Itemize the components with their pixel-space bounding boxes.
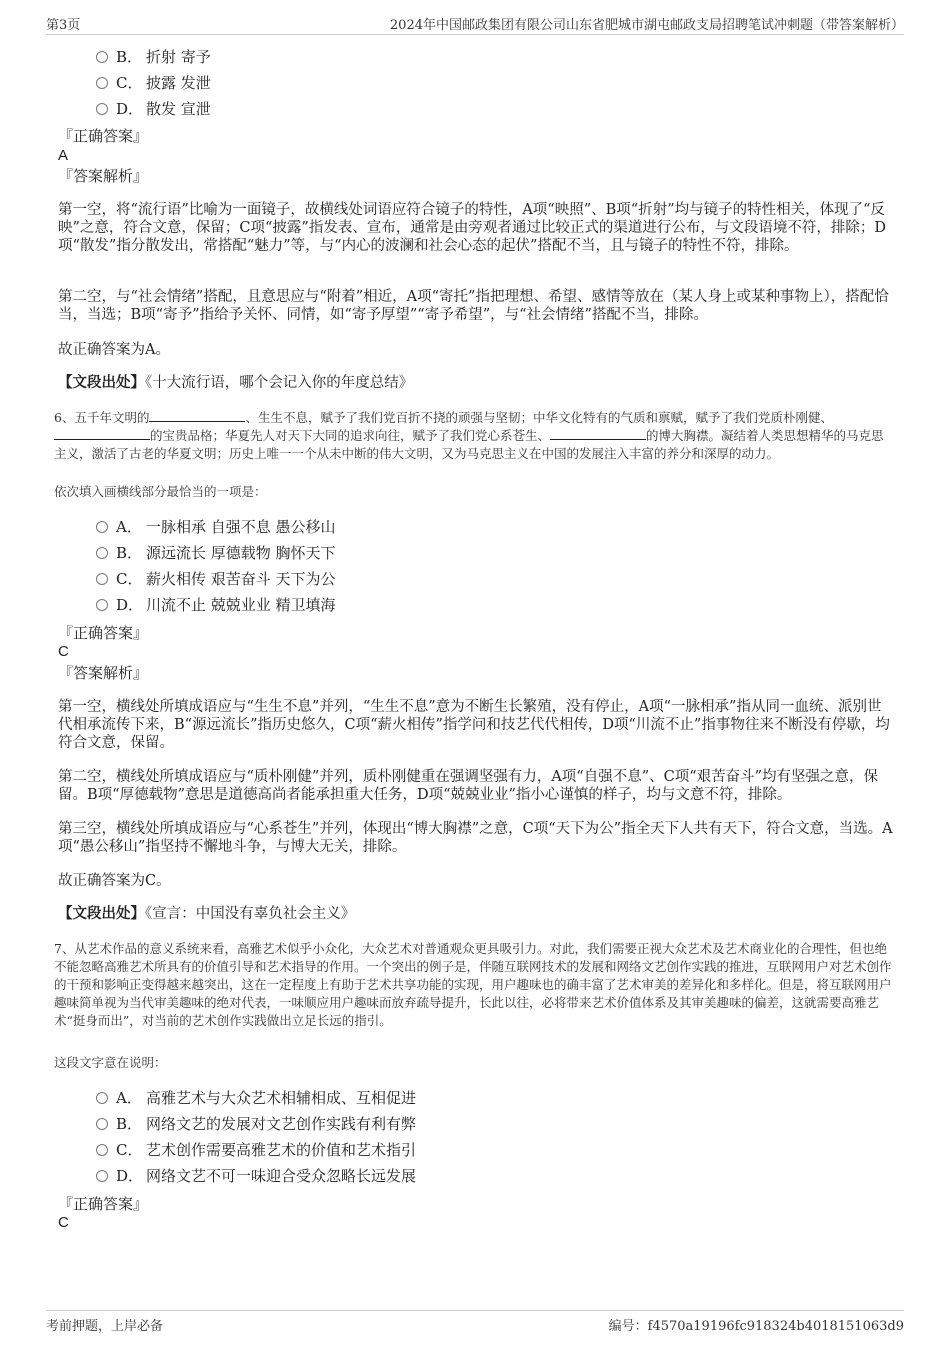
analysis-conclusion: 故正确答案为A。 [58,342,170,358]
option-d[interactable]: D． 散发 宣泄 [96,99,211,119]
page-header [46,12,904,35]
question-prompt: 这段文字意在说明： [54,1055,167,1070]
radio-icon[interactable] [96,1170,108,1182]
source-citation: 【文段出处】《十大流行语，哪个会记入你的年度总结》 [58,374,414,391]
option-d[interactable]: D． 网络文艺不可一味迎合受众忽略长远发展 [96,1166,416,1186]
correct-answer-label: 『正确答案』 [58,127,149,145]
correct-answer-label: 『正确答案』 [58,1195,149,1213]
option-c[interactable]: C． 薪火相传 艰苦奋斗 天下为公 [96,569,336,589]
radio-icon[interactable] [96,521,108,533]
radio-icon[interactable] [96,573,108,585]
correct-answer: A [58,147,69,164]
blank-line [54,427,150,440]
analysis-conclusion: 故正确答案为C。 [58,873,171,889]
radio-icon[interactable] [96,103,108,115]
question-stem: 6、五千年文明的 、生生不息，赋予了我们党百折不挠的顽强与坚韧；中华文化特有的气质和禀赋，赋予了我们党质朴刚健、的宝贵品格；华夏先人对天下大同的追求向往，赋予了我们党心系苍生、 的博大胸襟。凝结着人类思想精华的马克思主义，激活了古老的华夏文明；历史上唯一一个从未中断的伟大文明，又为马克思主义在中国的发展注入丰富的养分和深厚的动力。 [54,410,884,461]
footer-slogan: 考前押题，上岸必备 [46,1319,164,1334]
analysis-paragraph: 第三空，横线处所填成语应与“心系苍生”并列，体现出“博大胸襟”之意，C项“天下为公”指全天下人共有天下，符合文意，当选。A项“愚公移山”指坚持不懈地斗争，与博大无关，排除。 [58,821,893,855]
document-id: 编号：f4570a19196fc918324b4018151063d9 [608,1319,904,1334]
radio-icon[interactable] [96,1144,108,1156]
correct-answer-label: 『正确答案』 [58,624,149,642]
correct-answer: C [58,1214,69,1231]
option-c[interactable]: C． 艺术创作需要高雅艺术的价值和艺术指引 [96,1140,416,1160]
radio-icon[interactable] [96,1118,108,1130]
option-b[interactable]: B． 折射 寄予 [96,47,211,67]
blank-line [550,427,646,440]
analysis-label: 『答案解析』 [58,167,149,185]
source-citation: 【文段出处】《宣言：中国没有辜负社会主义》 [58,905,356,922]
radio-icon[interactable] [96,51,108,63]
analysis-paragraph: 第二空，与“社会情绪”搭配，且意思应与“附着”相近，A项“寄托”指把理想、希望、感情等放在（某人身上或某种事物上），搭配恰当，当选；B项“寄予”指给予关怀、同情，如“寄予厚望”“寄予希望”，与“社会情绪”搭配不当，排除。 [58,289,889,323]
radio-icon[interactable] [96,77,108,89]
analysis-label: 『答案解析』 [58,664,149,682]
option-b[interactable]: B． 源远流长 厚德载物 胸怀天下 [96,543,336,563]
option-d[interactable]: D． 川流不止 兢兢业业 精卫填海 [96,595,336,615]
option-b[interactable]: B． 网络文艺的发展对文艺创作实践有利有弊 [96,1114,416,1134]
radio-icon[interactable] [96,1092,108,1104]
option-a[interactable]: A． 高雅艺术与大众艺术相辅相成、互相促进 [96,1088,416,1108]
analysis-paragraph: 第二空，横线处所填成语应与“质朴刚健”并列，质朴刚健重在强调坚强有力，A项“自强不息”、C项“艰苦奋斗”均有坚强之意，保留。B项“厚德载物”意思是道德高尚者能承担重大任务，D项“兢兢业业”指小心谨慎的样子，均与文意不符，排除。 [58,769,879,803]
correct-answer: C [58,643,69,660]
analysis-paragraph: 第一空，将“流行语”比喻为一面镜子，故横线处词语应符合镜子的特性，A项“映照”、B项“折射”均与镜子的特性相关，体现了“反映”之意，符合文意，保留；C项“披露”指发表、宣布，通常是由旁观者通过比较正式的渠道进行公布，与文段语境不符，排除；D项“散发”指分散发出，常搭配“魅力”等，与“内心的波澜和社会心态的起伏”搭配不当，且与镜子的特性不符，排除。 [58,202,886,254]
option-c[interactable]: C． 披露 发泄 [96,73,211,93]
option-a[interactable]: A． 一脉相承 自强不息 愚公移山 [96,517,336,537]
question-stem: 7、从艺术作品的意义系统来看，高雅艺术似乎小众化，大众艺术对普通观众更具吸引力。对此，我们需要正视大众艺术及艺术商业化的合理性，但也绝不能忽略高雅艺术所具有的价值引导和艺术指导的作用。一个突出的例子是，伴随互联网技术的发展和网络文艺创作实践的推进，互联网用户对艺术创作的干预和影响正变得越来越突出，这在一定程度上有助于艺术共享功能的实现，用户趣味也的确丰富了艺术审美的差异化和多样化。但是，将互联网用户趣味简单视为当代审美趣味的绝对代表，一味顺应用户趣味而放弃疏导提升，长此以往，必将带来艺术价值体系及其审美趣味的偏差，这就需要高雅艺术“挺身而出”，对当前的艺术创作实践做出立足长远的指引。 [54,941,892,1028]
page-number: 第3页 [46,18,81,33]
document-title: 2024年中国邮政集团有限公司山东省肥城市湖屯邮政支局招聘笔试冲刺题（带答案解析） [389,18,904,33]
radio-icon[interactable] [96,547,108,559]
question-prompt: 依次填入画横线部分最恰当的一项是： [54,484,267,499]
page-footer [46,1310,904,1335]
analysis-paragraph: 第一空，横线处所填成语应与“生生不息”并列，“生生不息”意为不断生长繁殖，没有停止，A项“一脉相承”指从同一血统、派别世代相承流传下来，B“源远流长”指历史悠久，C项“薪火相传”指学问和技艺代代相传，D项“川流不止”指事物往来不断没有停歇，均符合文意，保留。 [58,699,890,751]
radio-icon[interactable] [96,599,108,611]
blank-line [149,409,245,422]
